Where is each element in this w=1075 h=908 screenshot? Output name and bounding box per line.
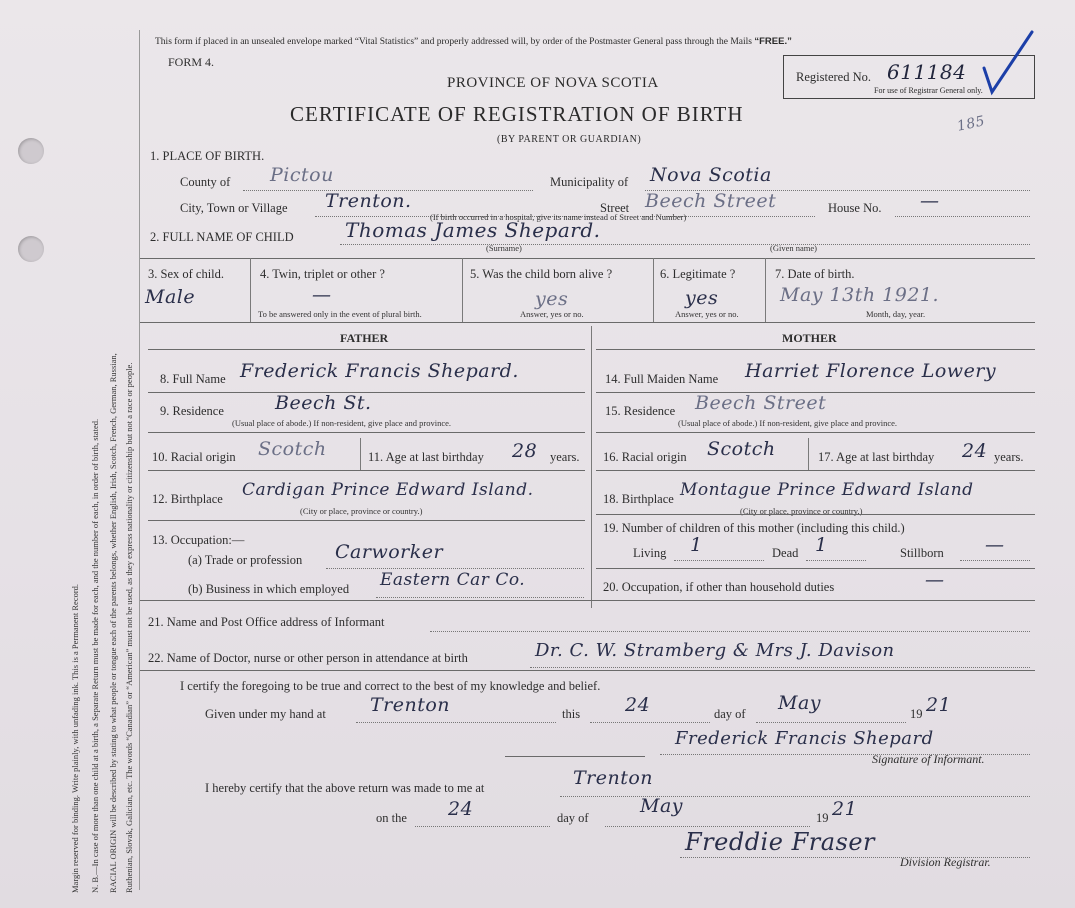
house-label: House No.: [828, 201, 882, 215]
mail-notice-free: “FREE.”: [754, 36, 792, 47]
registered-number: 611184: [887, 60, 967, 84]
surname-note: (Surname): [486, 243, 522, 253]
mother-race-label: 16. Racial origin: [603, 450, 687, 464]
margin-annotation: 185: [955, 113, 987, 135]
registrar-certify-label: I hereby certify that the above return was made to me at: [205, 781, 485, 795]
dead-value: 1: [815, 534, 828, 556]
hospital-note: (If birth occurred in a hospital, give its name instead of Street and Number): [430, 212, 687, 222]
registrar-year-prefix: 19: [816, 811, 829, 825]
binding-margin-rule: [139, 30, 140, 890]
form-number: FORM 4.: [168, 55, 215, 69]
father-birthplace-value: Cardigan Prince Edward Island.: [242, 480, 534, 500]
father-business-label: (b) Business in which employed: [188, 582, 350, 596]
doctor-value: Dr. C. W. Stramberg & Mrs J. Davison: [535, 640, 895, 661]
father-age-value: 28: [512, 440, 538, 462]
stillborn-label: Stillborn: [900, 546, 944, 560]
registrar-note: For use of Registrar General only.: [874, 86, 983, 95]
child-name-label: 2. FULL NAME OF CHILD: [150, 230, 294, 244]
mail-notice-text: This form if placed in an unsealed envelope marked “Vital Statistics” and properly addressed will, by order of the Postmaster General pass through the Mails: [155, 37, 752, 47]
mother-age-label: 17. Age at last birthday: [818, 450, 935, 464]
registered-label: Registered No.: [796, 70, 871, 84]
given-year-prefix: 19: [910, 707, 923, 721]
city-label: City, Town or Village: [180, 201, 288, 215]
date-label: 7. Date of birth.: [775, 267, 855, 281]
street-value: Beech Street: [645, 190, 777, 212]
twin-value: —: [312, 284, 332, 306]
father-residence-label: 9. Residence: [160, 404, 224, 418]
father-name-value: Frederick Francis Shepard.: [240, 360, 519, 382]
punch-hole: [18, 138, 44, 164]
given-day-value: 24: [625, 694, 651, 716]
dead-label: Dead: [772, 546, 799, 560]
father-trade-label: (a) Trade or profession: [188, 553, 303, 567]
province-heading: PROVINCE OF NOVA SCOTIA: [447, 75, 659, 91]
father-age-label: 11. Age at last birthday: [368, 450, 484, 464]
father-birthplace-label: 12. Birthplace: [152, 492, 223, 506]
given-name-note: (Given name): [770, 243, 817, 253]
blue-checkmark-icon: [978, 28, 1038, 108]
page-subtitle: (BY PARENT OR GUARDIAN): [497, 134, 642, 145]
child-name-value: Thomas James Shepard.: [345, 218, 601, 242]
stillborn-value: —: [985, 534, 1005, 556]
street-label: Street: [600, 201, 630, 215]
given-place-value: Trenton: [370, 694, 451, 716]
place-of-birth-label: 1. PLACE OF BIRTH.: [150, 149, 265, 163]
mother-occupation-value: —: [925, 569, 945, 591]
doctor-label: 22. Name of Doctor, nurse or other person in attendance at birth: [148, 651, 468, 665]
mother-residence-label: 15. Residence: [605, 404, 676, 418]
father-trade-value: Carworker: [335, 541, 444, 563]
mother-birthplace-value: Montague Prince Edward Island: [680, 480, 974, 500]
page-title: CERTIFICATE OF REGISTRATION OF BIRTH: [290, 102, 744, 126]
father-business-value: Eastern Car Co.: [380, 570, 526, 590]
municipality-label: Municipality of: [550, 175, 629, 189]
mother-birthplace-note: (City or place, province or country.): [740, 506, 863, 516]
father-name-label: 8. Full Name: [160, 372, 226, 386]
father-birthplace-note: (City or place, province or country.): [300, 506, 423, 516]
mother-occupation-label: 20. Occupation, if other than household duties: [603, 580, 835, 594]
mother-children-label: 19. Number of children of this mother (including this child.): [603, 521, 905, 535]
municipality-value: Nova Scotia: [650, 164, 772, 186]
legitimate-label: 6. Legitimate ?: [660, 267, 736, 281]
father-heading: FATHER: [340, 331, 389, 345]
registrar-signature: Freddie Fraser: [685, 828, 875, 856]
sex-label: 3. Sex of child.: [148, 267, 225, 281]
father-race-label: 10. Racial origin: [152, 450, 236, 464]
given-month-value: May: [778, 692, 822, 714]
city-value: Trenton.: [325, 190, 412, 212]
father-years-label: years.: [550, 450, 580, 464]
twin-label: 4. Twin, triplet or other ?: [260, 267, 385, 281]
mother-race-value: Scotch: [707, 438, 776, 460]
mail-notice: [155, 36, 792, 47]
father-abode-note: (Usual place of abode.) If non-resident, give place and province.: [232, 418, 452, 428]
date-value: May 13th 1921.: [780, 284, 940, 306]
mother-residence-value: Beech Street: [695, 392, 827, 414]
alive-value: yes: [535, 288, 569, 310]
mother-abode-note: (Usual place of abode.) If non-resident, give place and province.: [678, 418, 898, 428]
margin-note-4: Ruthenian, Slovak, Galician, etc. The words “Canadian” or “American” must not be used, as they express nationality or citizenship but not a race or people.: [124, 362, 134, 893]
mother-name-value: Harriet Florence Lowery: [745, 360, 997, 382]
mother-name-label: 14. Full Maiden Name: [605, 372, 719, 386]
informant-signature-label: Signature of Informant.: [872, 752, 985, 766]
informant-signature: Frederick Francis Shepard: [675, 728, 934, 749]
sex-value: Male: [145, 286, 196, 308]
legitimate-value: yes: [685, 287, 719, 309]
alive-label: 5. Was the child born alive ?: [470, 267, 613, 281]
father-residence-value: Beech St.: [275, 392, 372, 414]
twin-note: To be answered only in the event of plural birth.: [258, 309, 422, 319]
registrar-role: Division Registrar.: [900, 855, 991, 869]
punch-hole: [18, 236, 44, 262]
alive-note: Answer, yes or no.: [520, 309, 584, 319]
given-year-value: 21: [926, 694, 952, 716]
given-under-label: Given under my hand at: [205, 707, 326, 721]
certify-statement: I certify the foregoing to be true and correct to the best of my knowledge and belief.: [180, 679, 601, 693]
registrar-year-value: 21: [832, 798, 858, 820]
registrar-dayof-label: day of: [557, 811, 589, 825]
registrar-day-value: 24: [448, 798, 474, 820]
informant-label: 21. Name and Post Office address of Informant: [148, 615, 385, 629]
given-dayof-label: day of: [714, 707, 746, 721]
mother-birthplace-label: 18. Birthplace: [603, 492, 674, 506]
living-label: Living: [633, 546, 667, 560]
mother-years-label: years.: [994, 450, 1024, 464]
margin-note-2: N. B.—In case of more than one child at a birth, a Separate Return must be made for each, and the number of each, in order of birth, stated.: [90, 418, 100, 893]
father-race-value: Scotch: [258, 438, 327, 460]
county-value: Pictou: [270, 164, 334, 186]
house-value: —: [920, 190, 940, 212]
date-note: Month, day, year.: [866, 309, 926, 319]
this-label: this: [562, 707, 581, 721]
legitimate-note: Answer, yes or no.: [675, 309, 739, 319]
registrar-on-label: on the: [376, 811, 407, 825]
mother-heading: MOTHER: [782, 331, 837, 345]
living-value: 1: [690, 534, 703, 556]
margin-note-3: RACIAL ORIGIN will be described by stating to what people or tongue each of the parents belongs, whether English, Irish, Scotch, French, German, Russian,: [108, 353, 118, 893]
father-occupation-label: 13. Occupation:—: [152, 533, 245, 547]
mother-age-value: 24: [962, 440, 988, 462]
registrar-month-value: May: [640, 795, 684, 817]
county-label: County of: [180, 175, 231, 189]
registrar-place-value: Trenton: [573, 767, 654, 789]
margin-note-1: Margin reserved for binding. Write plainly, with unfading ink. This is a Permanent Record.: [70, 583, 80, 893]
